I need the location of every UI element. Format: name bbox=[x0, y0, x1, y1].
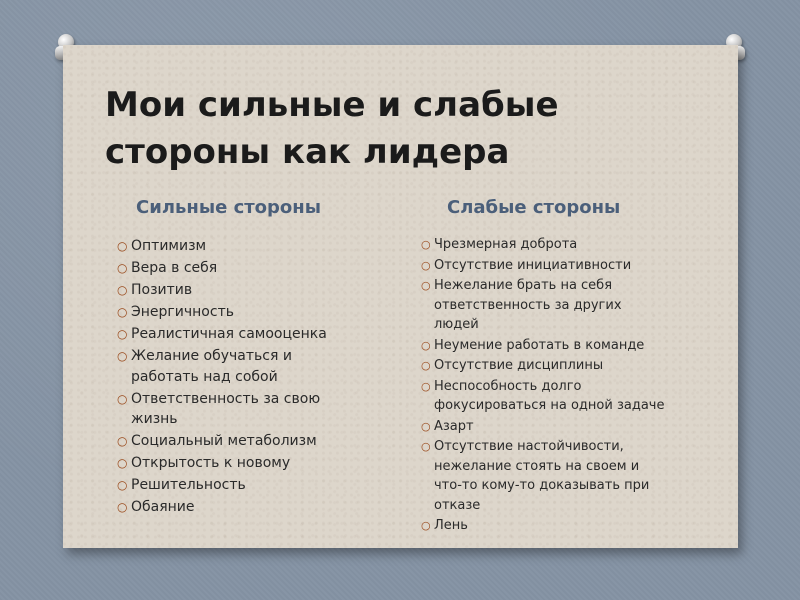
list-item bbox=[117, 475, 387, 496]
list-item bbox=[421, 336, 721, 356]
list-item bbox=[117, 453, 387, 474]
list-item bbox=[421, 417, 721, 437]
list-item bbox=[117, 346, 387, 387]
list-item-text: нежелание стоять на своем и bbox=[434, 458, 640, 474]
bullet-icon: ○ bbox=[421, 359, 431, 372]
list-item-text: Вера в себя bbox=[131, 260, 218, 276]
list-item-text: отказе bbox=[434, 497, 481, 513]
list-item-text: Азарт bbox=[434, 418, 474, 434]
list-item-text: Неспособность долго bbox=[434, 378, 582, 394]
bullet-icon: ○ bbox=[117, 434, 128, 448]
bullet-icon: ○ bbox=[421, 440, 431, 453]
list-item bbox=[117, 302, 387, 323]
list-item-text: Открытость к новому bbox=[131, 455, 291, 471]
weaknesses-heading: Слабые стороны bbox=[447, 197, 621, 218]
list-item bbox=[421, 356, 721, 376]
list-item bbox=[117, 280, 387, 301]
list-item-text: что-то кому-то доказывать при bbox=[434, 478, 650, 493]
bullet-icon: ○ bbox=[421, 519, 431, 532]
list-item-text: ответственность за других bbox=[434, 297, 622, 313]
list-item bbox=[421, 235, 721, 255]
list-item-text: работать над собой bbox=[131, 368, 278, 385]
bullet-icon: ○ bbox=[117, 478, 128, 492]
list-item-text: Отсутствие настойчивости, bbox=[434, 439, 624, 454]
bullet-icon: ○ bbox=[117, 305, 128, 319]
list-item-text: Оптимизм bbox=[131, 238, 207, 254]
list-item bbox=[421, 516, 721, 536]
list-item-text: жизнь bbox=[131, 411, 178, 427]
bullet-icon: ○ bbox=[421, 238, 431, 251]
list-item-text: фокусироваться на одной задаче bbox=[434, 398, 665, 413]
bullet-icon: ○ bbox=[421, 419, 431, 433]
list-item-text: Позитив bbox=[131, 282, 193, 298]
list-item bbox=[421, 276, 721, 335]
bullet-icon: ○ bbox=[421, 379, 431, 393]
bullet-icon: ○ bbox=[117, 283, 128, 297]
bullet-icon: ○ bbox=[117, 391, 128, 406]
list-item-text: Неумение работать в команде bbox=[434, 337, 645, 353]
list-item-text: Отсутствие дисциплины bbox=[434, 358, 604, 373]
list-item bbox=[117, 431, 387, 452]
list-item bbox=[117, 324, 387, 345]
list-item bbox=[421, 377, 721, 416]
list-item-text: Отсутствие инициативности bbox=[434, 257, 632, 273]
slide-title-line2: стороны как лидера bbox=[105, 132, 510, 172]
strengths-heading: Сильные стороны bbox=[136, 197, 322, 218]
list-item bbox=[117, 497, 387, 518]
weaknesses-list bbox=[421, 235, 721, 537]
list-item-text: людей bbox=[434, 317, 479, 332]
slide-title bbox=[105, 82, 665, 176]
list-item-text: Желание обучаться и bbox=[131, 348, 292, 364]
list-item bbox=[117, 258, 387, 279]
list-item bbox=[117, 389, 387, 430]
bullet-icon: ○ bbox=[117, 349, 128, 363]
list-item bbox=[117, 236, 387, 257]
bullet-icon: ○ bbox=[421, 258, 431, 272]
bullet-icon: ○ bbox=[117, 261, 128, 275]
bullet-icon: ○ bbox=[421, 279, 431, 292]
list-item-text: Реалистичная самооценка bbox=[131, 326, 327, 342]
list-item-text: Социальный метаболизм bbox=[131, 433, 317, 449]
slide-title-line1: Мои сильные и слабые bbox=[105, 85, 559, 125]
strengths-list bbox=[117, 236, 387, 519]
list-item-text: Чрезмерная доброта bbox=[434, 237, 578, 252]
bullet-icon: ○ bbox=[117, 327, 128, 341]
list-item-text: Решительность bbox=[131, 477, 246, 493]
list-item-text: Обаяние bbox=[131, 499, 195, 515]
bullet-icon: ○ bbox=[117, 456, 128, 470]
list-item-text: Энергичность bbox=[131, 304, 234, 320]
bullet-icon: ○ bbox=[117, 500, 128, 514]
list-item-text: Ответственность за свою bbox=[131, 390, 321, 407]
list-item bbox=[421, 437, 721, 515]
list-item-text: Нежелание брать на себя bbox=[434, 278, 613, 293]
list-item-text: Лень bbox=[434, 518, 468, 533]
list-item bbox=[421, 256, 721, 276]
bullet-icon: ○ bbox=[421, 338, 431, 352]
bullet-icon: ○ bbox=[117, 239, 128, 253]
